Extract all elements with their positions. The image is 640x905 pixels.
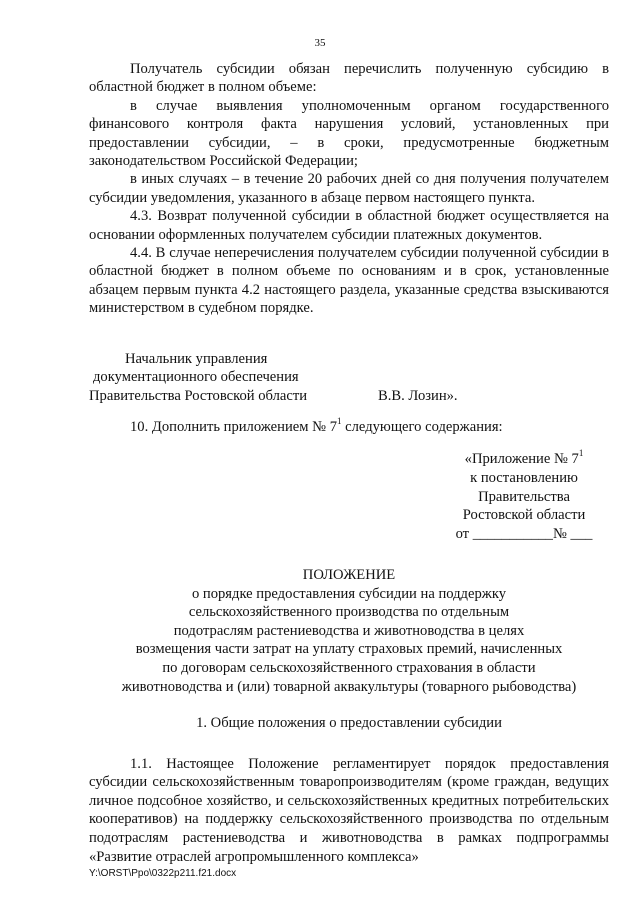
signature-block xyxy=(89,350,609,408)
title-line: животноводства и (или) товарной аквакультуры (товарного рыбоводства) xyxy=(121,678,577,695)
page-number: 35 xyxy=(314,37,326,49)
appendix-line1 xyxy=(439,450,609,469)
paragraph-4-4: 4.4. В случае неперечисления получателем субсидии полученной субсидии в областной бюджет в полном объеме по основаниям и в срок, установленные абзацем первым пункта 4.2 настоящего раздела, указанные средства взыскиваются министерством в судебном порядке. xyxy=(89,245,609,317)
title-heading: ПОЛОЖЕНИЕ xyxy=(302,567,396,584)
file-path-footer: Y:\ORST\Ppo\0322p211.f21.docx xyxy=(89,868,237,879)
amendment-text: 10. Дополнить приложением № 7 xyxy=(130,418,337,435)
signature-title-line3: Правительства Ростовской области xyxy=(89,387,308,404)
signature-title-line2: документационного обеспечения xyxy=(93,368,299,385)
title-line: возмещения части затрат на уплату страховых премий, начисленных xyxy=(135,641,563,658)
appendix-label: «Приложение № 7 xyxy=(464,451,579,468)
regulation-title xyxy=(89,566,609,696)
appendix-line3: Правительства xyxy=(478,488,570,505)
appendix-line4: Ростовской области xyxy=(462,507,586,524)
appendix-header xyxy=(439,450,609,544)
paragraph-obligation: Получатель субсидии обязан перечислить полученную субсидию в областной бюджет в полном объеме: xyxy=(89,61,609,96)
paragraph-4-3: 4.3. Возврат полученной субсидии в областной бюджет осуществляется на основании оформленных получателем субсидии платежных документов. xyxy=(89,208,609,243)
title-line: подотраслям растениеводства и животноводства в целях xyxy=(173,622,525,639)
paragraph-other-cases: в иных случаях – в течение 20 рабочих дней со дня получения получателем субсидии уведомления, указанного в абзаце первом настоящего пункта. xyxy=(89,171,609,206)
paragraph-1-1: 1.1. Настоящее Положение регламентирует порядок предоставления субсидии сельскохозяйственным товаропроизводителям (кроме граждан, ведущих личное подсобное хозяйство, и сельскохозяйственных кредитных потребительских кооперативов) на поддержку сельскохозяйственного производства по отдельным подотраслям растениеводства и животноводства в рамках подпрограммы «Развитие отраслей агропромышленного комплекса» xyxy=(89,755,609,865)
amendment-superscript: 1 xyxy=(337,415,342,426)
title-line: по договорам сельскохозяйственного страхования в области xyxy=(162,660,536,677)
signature-title-line1: Начальник управления xyxy=(125,350,268,367)
appendix-line2: к постановлению xyxy=(470,469,578,486)
title-line: о порядке предоставления субсидии на поддержку xyxy=(191,585,507,602)
amendment-text-after: следующего содержания: xyxy=(341,418,503,435)
paragraph-violation-case: в случае выявления уполномоченным органом государственного финансового контроля факта нарушения условий, установленных при предоставлении субсидии, – в сроки, предусмотренные бюджетным законодательством Российской Федерации; xyxy=(89,97,609,170)
appendix-line5: от ___________№ ___ xyxy=(455,526,593,543)
title-line: сельскохозяйственного производства по отдельным xyxy=(188,604,510,621)
amendment-item-10 xyxy=(89,415,609,436)
document-body xyxy=(89,60,609,881)
section-heading: 1. Общие положения о предоставлении субсидии xyxy=(196,715,502,732)
appendix-superscript: 1 xyxy=(578,448,584,459)
signatory-name: В.В. Лозин». xyxy=(378,387,458,404)
